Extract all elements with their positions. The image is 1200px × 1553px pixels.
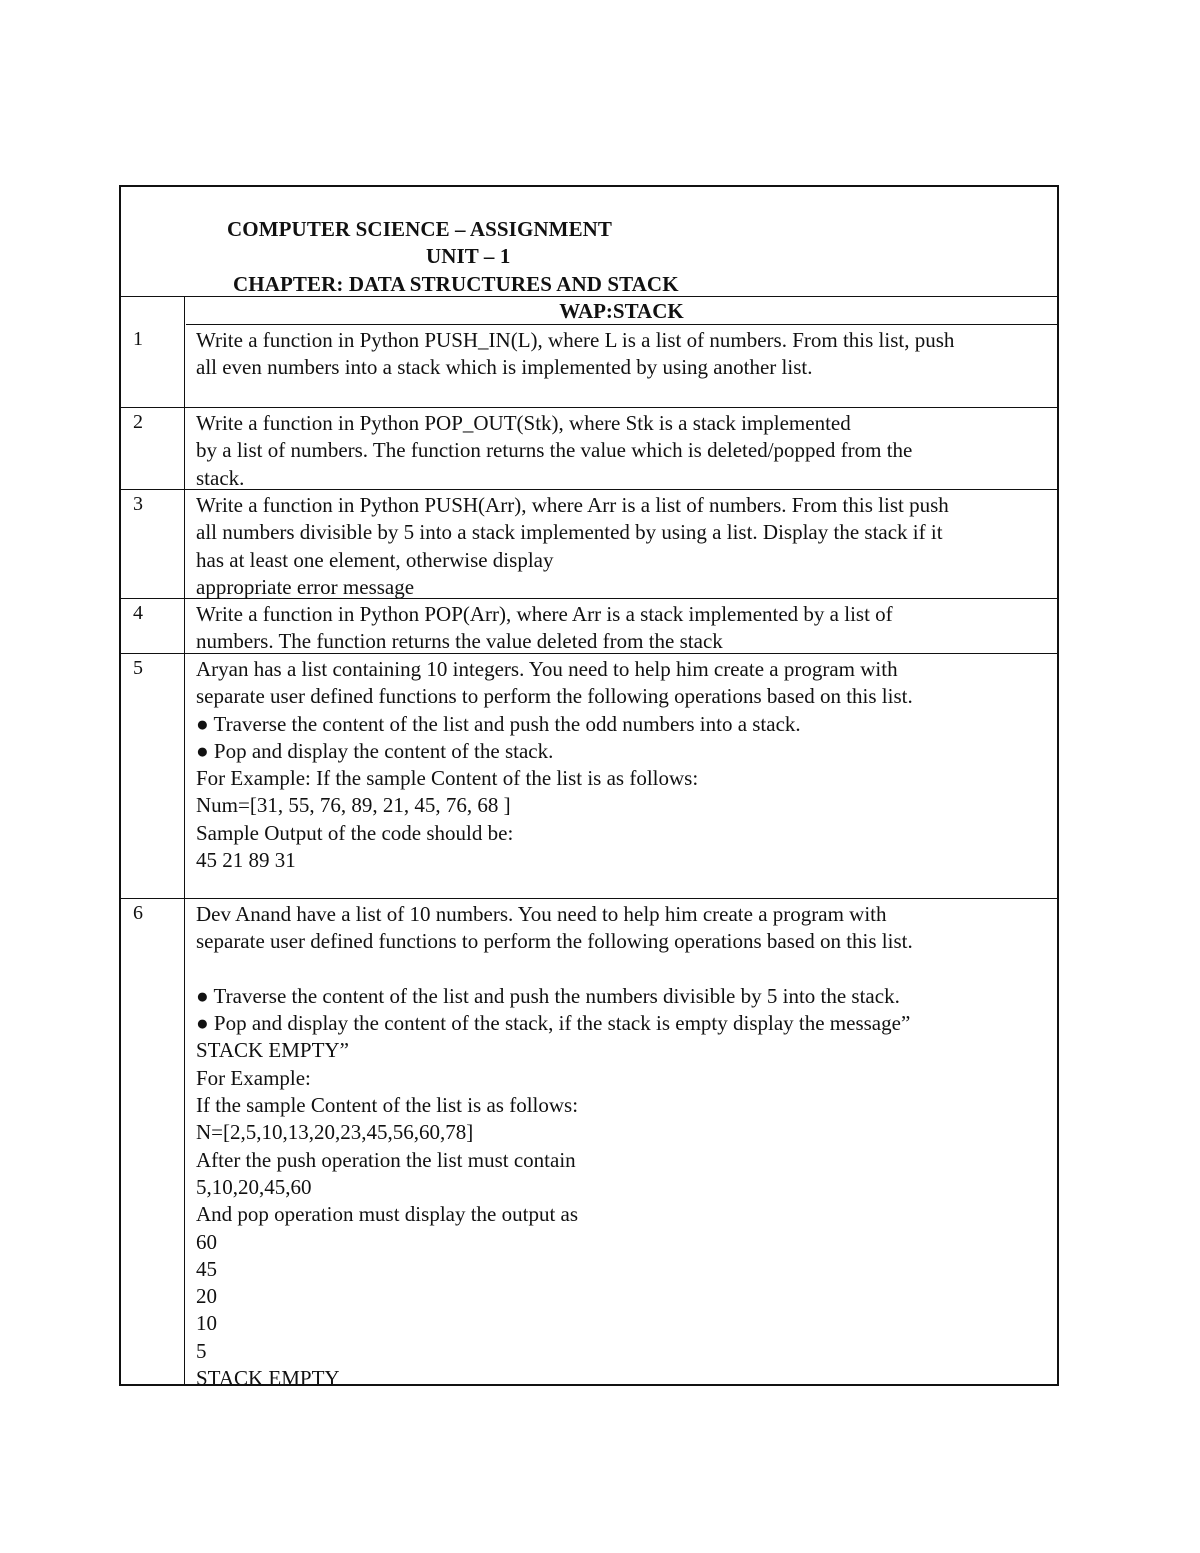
question-row-4	[121, 599, 1057, 654]
assignment-table	[119, 185, 1059, 1391]
question-text: Write a function in Python POP(Arr), where Arr is a stack implemented by a list of numbers. The function returns the value deleted from the stack	[196, 602, 893, 654]
question-number: 3	[133, 493, 143, 515]
question-row-6	[121, 899, 1057, 1391]
question-number: 2	[133, 411, 143, 433]
assignment-header	[121, 187, 1057, 297]
question-row-5	[121, 654, 1057, 899]
header-unit: UNIT – 1	[426, 244, 511, 268]
question-number: 4	[133, 602, 143, 624]
question-text: Write a function in Python PUSH_IN(L), where L is a list of numbers. From this list, push all even numbers into a stack which is implemented by using another list.	[196, 328, 955, 380]
header-title: COMPUTER SCIENCE – ASSIGNMENT	[227, 217, 613, 241]
question-row-3	[121, 490, 1057, 599]
header-chapter: CHAPTER: DATA STRUCTURES AND STACK	[233, 272, 679, 296]
question-text: Aryan has a list containing 10 integers. You need to help him create a program with separate user defined functions to perform the following operations based on this list. ● Traverse the content of the list and push the odd numbers into a stack. ● Pop and display the content of the stack. For Example: If the sample Content of the list is as follows: Num=[31, 55, 76, 89, 21, 45, 76, 68 ] Sample Output of the code should be: 45 21 89 31	[196, 657, 913, 873]
question-text: Write a function in Python POP_OUT(Stk), where Stk is a stack implemented by a list of numbers. The function returns the value which is deleted/popped from the stack.	[196, 411, 913, 490]
question-number: 6	[133, 902, 143, 924]
question-number: 1	[133, 328, 143, 350]
question-number: 5	[133, 657, 143, 679]
question-text: Write a function in Python PUSH(Arr), where Arr is a list of numbers. From this list push all numbers divisible by 5 into a stack implemented by using a list. Display the stack if it has at least one element, otherwise display appropriate error message	[196, 493, 949, 599]
section-title: WAP:STACK	[186, 297, 1057, 325]
question-row-1	[121, 325, 1057, 408]
question-row-2	[121, 408, 1057, 490]
blank-line	[196, 956, 1056, 983]
question-text: Dev Anand have a list of 10 numbers. You need to help him create a program with separate user defined functions to perform the following operations based on this list. ● Traverse the content of the list and push the numbers divisible by 5 into the stack. ● Pop and display the content of the stack, if the stack is empty display the message” STACK EMPTY” For Example: If the sample Content of the list is as follows: N=[2,5,10,13,20,23,45,56,60,78] After the push operation the list must contain 5,10,20,45,60 And pop operation must display the output as 60 45 20 10 5 STACK EMPTY	[196, 901, 1056, 1392]
